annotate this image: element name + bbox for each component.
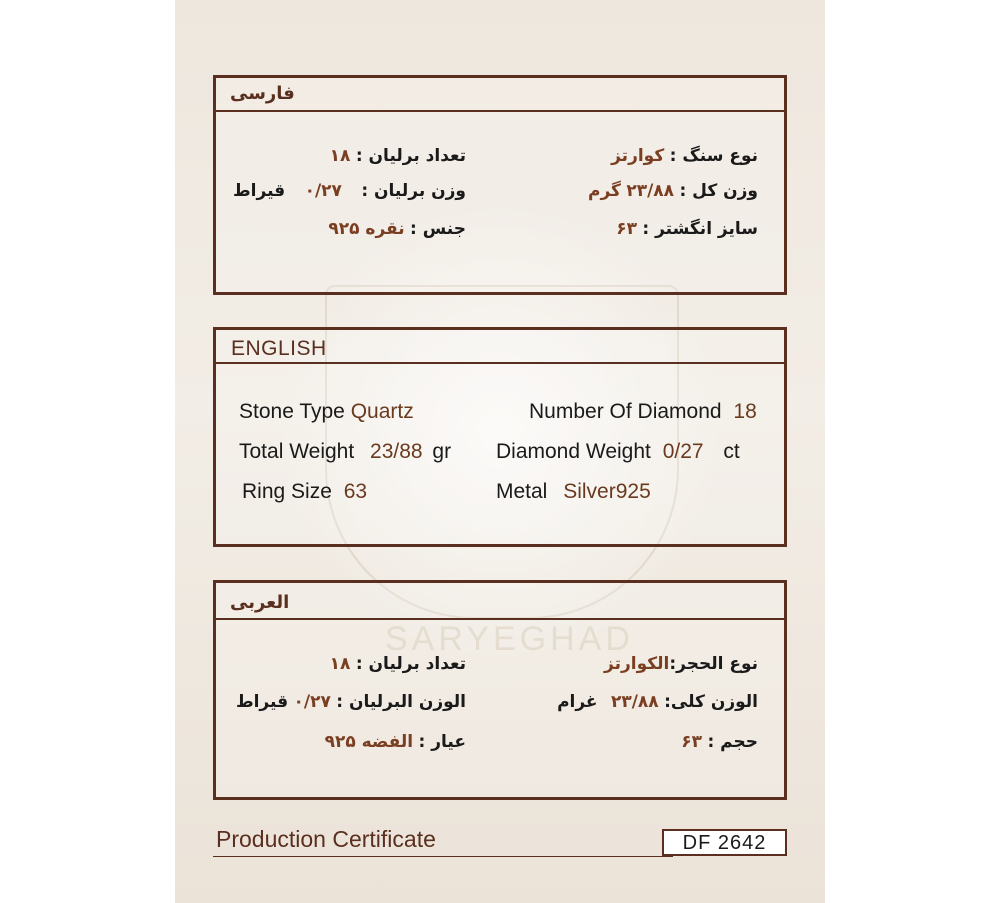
arabic-total-weight: الوزن کلی: ۲۳/۸۸ غرام: [557, 692, 758, 712]
farsi-stone-type: نوع سنگ : کوارتز: [611, 146, 758, 166]
arabic-header: [216, 583, 784, 620]
farsi-ring-size: سایز انگشتر : ۶۳: [616, 219, 758, 239]
farsi-diamond-count: تعداد برلیان : ۱۸: [329, 146, 466, 166]
english-diamond-weight: Diamond Weight 0/27 ct: [496, 440, 740, 463]
farsi-section: [213, 75, 787, 295]
certificate-code: DF 2642: [662, 829, 787, 856]
farsi-total-weight: وزن کل : ۲۳/۸۸ گرم: [587, 181, 758, 201]
english-header: [216, 330, 784, 364]
farsi-header-title: فارسی: [230, 83, 295, 104]
english-total-weight: Total Weight 23/88 gr: [239, 440, 452, 463]
english-section: [213, 327, 787, 547]
arabic-diamond-weight: الوزن البرلیان : ۰/۲۷ قیراط: [235, 692, 466, 712]
arabic-metal: عیار : الفضه ۹۲۵: [324, 732, 466, 752]
arabic-stone-type: نوع الحجر:الکوارتز: [604, 654, 758, 674]
english-metal: Metal Silver925: [496, 480, 651, 503]
english-diamond-count: Number Of Diamond 18: [529, 400, 757, 423]
farsi-diamond-weight: وزن برلیان : ۰/۲۷ قیراط: [233, 181, 466, 201]
arabic-ring-size: حجم : ۶۳: [681, 732, 758, 752]
watermark-text: SARYEGHAD: [385, 620, 634, 658]
arabic-diamond-count: تعداد برلیان : ۱۸: [329, 654, 466, 674]
certificate-title: Production Certificate: [216, 826, 436, 852]
arabic-section: [213, 580, 787, 800]
english-stone-type: Stone Type Quartz: [239, 400, 414, 423]
farsi-header: [216, 78, 784, 112]
footer-divider: [213, 856, 673, 857]
english-ring-size: Ring Size 63: [242, 480, 368, 503]
english-header-title: ENGLISH: [231, 337, 327, 360]
farsi-metal: جنس : نقره ۹۲۵: [328, 219, 466, 239]
arabic-header-title: العربی: [230, 592, 290, 613]
